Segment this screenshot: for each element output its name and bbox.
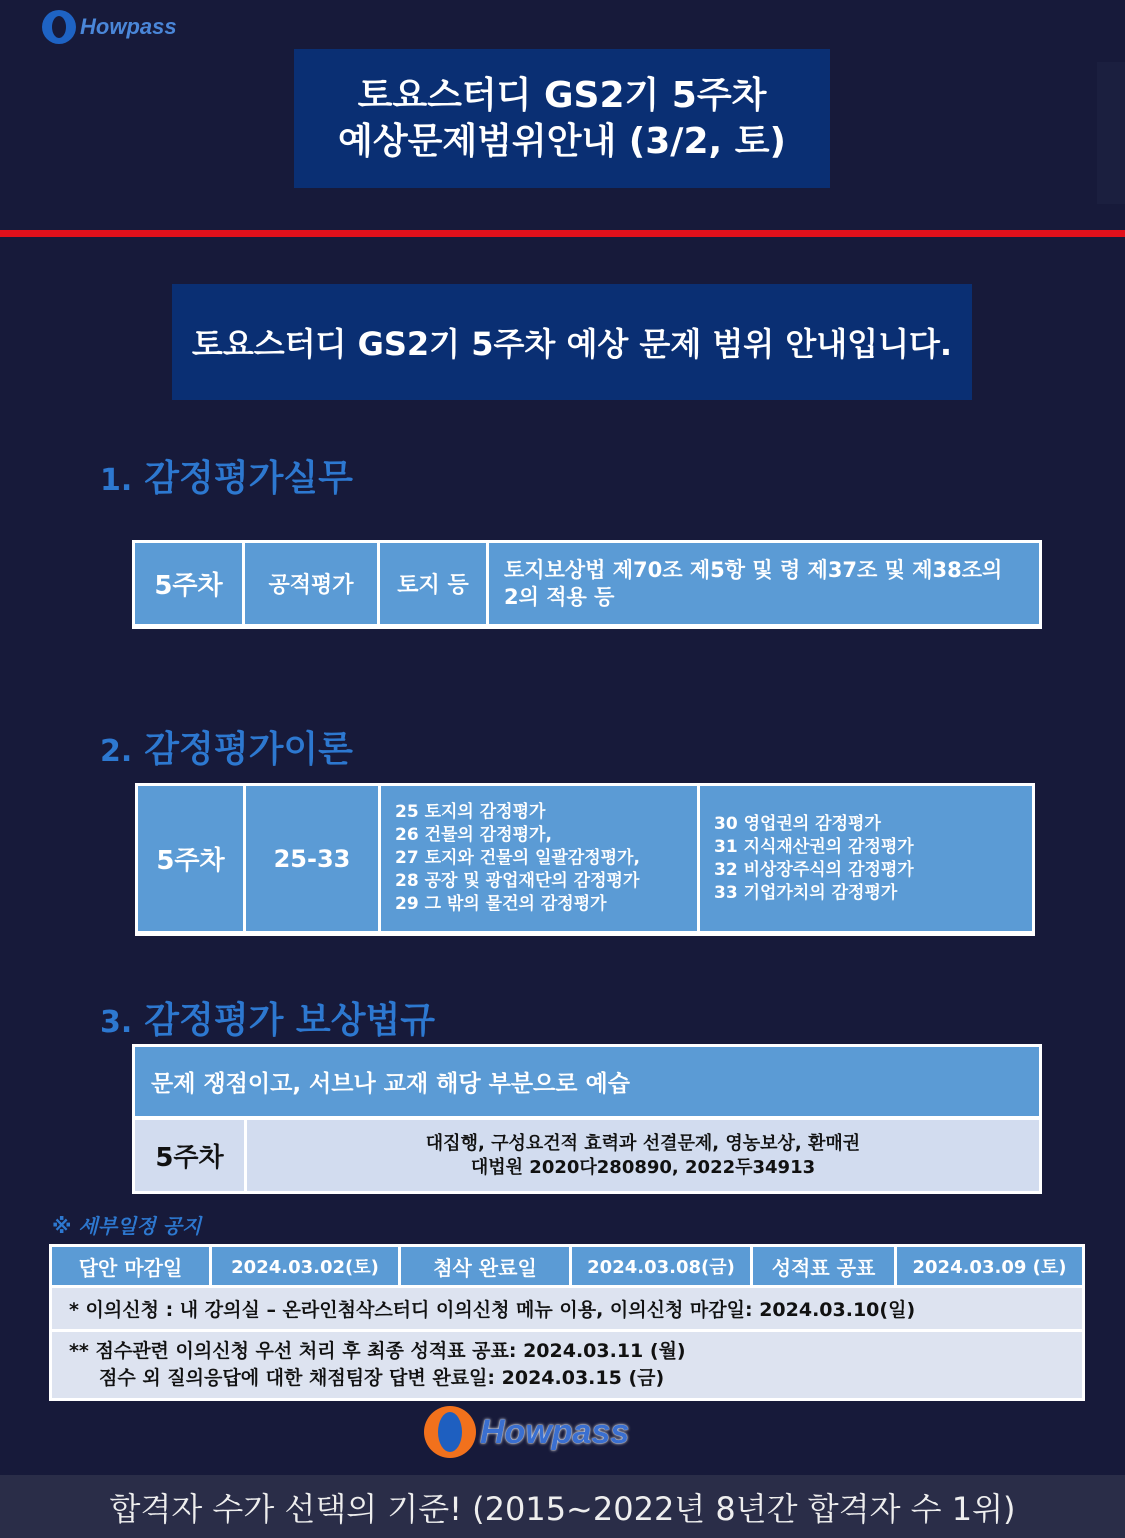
section3-number: 3. xyxy=(100,1005,133,1040)
section1-week: 5주차 xyxy=(135,543,242,624)
intro-banner: 토요스터디 GS2기 5주차 예상 문제 범위 안내입니다. xyxy=(172,284,972,400)
section1-detail: 토지보상법 제70조 제5항 및 령 제37조 및 제38조의 2의 적용 등 xyxy=(489,543,1039,624)
section1-table xyxy=(132,540,1042,629)
section2-week: 5주차 xyxy=(138,786,243,931)
page-title xyxy=(294,49,830,188)
section3-detail-line1: 대집행, 구성요건적 효력과 선결문제, 영농보상, 환매권 xyxy=(425,1132,861,1154)
schedule-table xyxy=(49,1244,1085,1401)
section3-header: 문제 쟁점이고, 서브나 교재 해당 부분으로 예습 xyxy=(135,1047,1039,1116)
section3-week: 5주차 xyxy=(135,1120,244,1191)
list-item: 26 건물의 감정평가, xyxy=(395,825,552,845)
title-line-2: 예상문제범위안내 (3/2, 토) xyxy=(338,120,786,162)
section2-number: 2. xyxy=(100,734,133,769)
section1-type: 공적평가 xyxy=(245,543,377,624)
list-item: 32 비상장주식의 감정평가 xyxy=(714,859,914,880)
section2-title: 감정평가이론 xyxy=(144,729,353,770)
list-item: 31 지식재산권의 감정평가 xyxy=(714,836,914,857)
notice-results-line2: 점수 외 질의응답에 대한 채점팀장 답변 완료일: 2024.03.15 (금) xyxy=(99,1367,665,1389)
schedule-label: 성적표 공표 xyxy=(753,1247,894,1285)
section2-right-list xyxy=(700,786,1032,931)
logo-text: Howpass xyxy=(80,14,177,39)
section3-heading xyxy=(100,992,435,1043)
section3-detail xyxy=(247,1120,1039,1191)
section1-subject: 토지 등 xyxy=(380,543,486,624)
list-item: 28 공장 및 광업재단의 감정평가 xyxy=(395,871,640,891)
notice-appeal: * 이의신청 : 내 강의실 – 온라인첨삭스터디 이의신청 메뉴 이용, 이의신청 마감일: 2024.03.10(일) xyxy=(52,1288,1082,1329)
schedule-value: 2024.03.02(토) xyxy=(212,1247,398,1285)
schedule-label: 답안 마감일 xyxy=(52,1247,209,1285)
schedule-label: 첨삭 완료일 xyxy=(401,1247,569,1285)
schedule-value: 2024.03.08(금) xyxy=(572,1247,750,1285)
list-item: 33 기업가치의 감정평가 xyxy=(714,882,898,903)
notice-results-line1: ** 점수관련 이의신청 우선 처리 후 최종 성적표 공표: 2024.03.11 (월) xyxy=(69,1340,686,1362)
list-item: 30 영업권의 감정평가 xyxy=(714,813,881,834)
section2-heading xyxy=(100,721,353,772)
section3-title: 감정평가 보상법규 xyxy=(144,1000,436,1041)
section2-left-list xyxy=(381,786,697,931)
howpass-logo-bottom xyxy=(424,1406,629,1458)
schedule-value: 2024.03.09 (토) xyxy=(897,1247,1082,1285)
section2-range: 25-33 xyxy=(246,786,378,931)
schedule-notice-title: ※ 세부일정 공지 xyxy=(52,1214,202,1238)
section1-heading xyxy=(100,450,353,501)
section2-table xyxy=(135,783,1035,936)
list-item: 29 그 밖의 물건의 감정평가 xyxy=(395,894,607,914)
section1-title: 감정평가실무 xyxy=(144,458,353,499)
section3-detail-line2: 대법원 2020다280890, 2022두34913 xyxy=(470,1156,816,1178)
footer-slogan: 합격자 수가 선택의 기준! (2015~2022년 8년간 합격자 수 1위) xyxy=(0,1475,1125,1538)
list-item: 27 토지와 건물의 일괄감정평가, xyxy=(395,848,640,868)
howpass-logo xyxy=(42,10,177,44)
logo-text: Howpass xyxy=(480,1412,630,1451)
decorative-panel xyxy=(1097,62,1125,204)
section3-table xyxy=(132,1044,1042,1194)
section1-number: 1. xyxy=(100,463,133,498)
list-item: 25 토지의 감정평가 xyxy=(395,802,546,822)
howpass-logo-icon xyxy=(424,1406,476,1458)
notice-results xyxy=(52,1332,1082,1398)
title-line-1: 토요스터디 GS2기 5주차 xyxy=(357,74,767,116)
howpass-logo-icon xyxy=(42,10,76,44)
divider-line xyxy=(0,230,1125,237)
